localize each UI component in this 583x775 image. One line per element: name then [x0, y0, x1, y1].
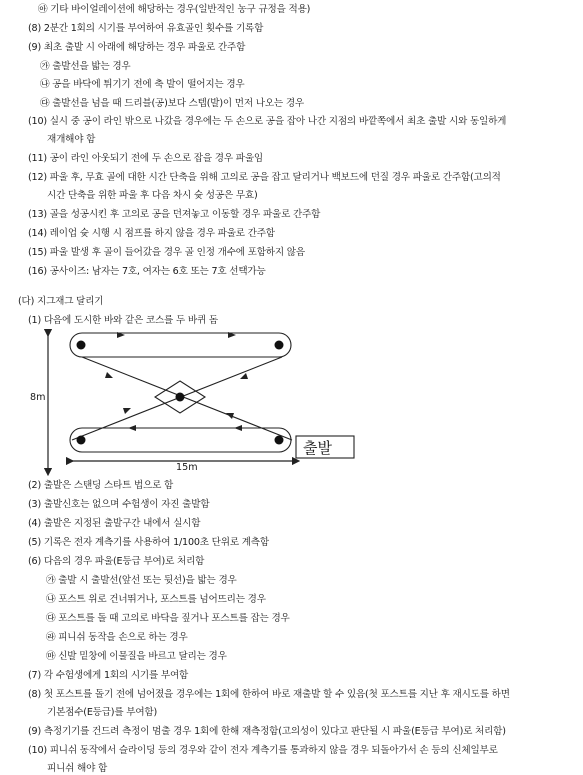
rule-line: (13) 골을 성공시킨 후 고의로 공을 던져놓고 이동할 경우 파울로 간주함	[28, 209, 321, 220]
rule-line: (16) 공사이즈: 남자는 7호, 여자는 6호 또는 7호 선택가능	[28, 266, 266, 277]
rule-line: (11) 공이 라인 아웃되기 전에 두 손으로 잡을 경우 파울임	[28, 153, 263, 164]
rule-line: 기본점수(E등급)를 부여함)	[47, 707, 158, 718]
rule-line: (2) 출발은 스탠딩 스타트 법으로 함	[28, 480, 174, 491]
rule-line: (9) 측정기기를 건드려 측정이 멈출 경우 1회에 한해 재측정함(고의성이 있다고 판단될 시 파울(E등급 부여)로 처리함)	[28, 726, 506, 737]
rule-line: ㉰ 포스트를 돌 때 고의로 바닥을 짚거나 포스트를 잡는 경우	[46, 613, 290, 624]
rule-line: (8) 첫 포스트를 돌기 전에 넘어졌을 경우에는 1회에 한하여 바로 재출발 할 수 있음(첫 포스트를 지난 후 재시도를 하면	[28, 689, 510, 700]
rule-line: (10) 실시 중 공이 라인 밖으로 나갔을 경우에는 두 손으로 공을 잡아 나간 지점의 바깥쪽에서 최초 출발 시와 동일하게	[28, 116, 507, 127]
rule-line: (3) 출발신호는 없으며 수험생이 자진 출발함	[28, 499, 210, 510]
rule-line: (7) 각 수험생에게 1회의 시기를 부여함	[28, 670, 189, 681]
rule-line: ㉰ 출발선을 넘을 때 드리블(공)보다 스텝(발)이 먼저 나오는 경우	[40, 98, 304, 109]
rule-line: ㉯ 공을 바닥에 튀기기 전에 축 발이 떨어지는 경우	[40, 79, 245, 90]
rule-line: (14) 레이업 슛 시행 시 점프를 하지 않을 경우 파울로 간주함	[28, 228, 275, 239]
rule-line: ㉯ 포스트 위로 건너뛰거나, 포스트를 넘어뜨리는 경우	[46, 594, 266, 605]
height-label: 8m	[30, 392, 46, 403]
rule-line: (5) 기록은 전자 계측기를 사용하여 1/100초 단위로 계측함	[28, 537, 269, 548]
rule-line: ㉱ 피니쉬 동작을 손으로 하는 경우	[46, 632, 188, 643]
rule-line: (9) 최초 출발 시 아래에 해당하는 경우 파울로 간주함	[28, 42, 246, 53]
rule-line: ㉮ 출발선을 밟는 경우	[40, 61, 131, 72]
post-center	[176, 393, 185, 402]
rule-line: 시간 단축을 위한 파울 후 다음 차시 슛 성공은 무효)	[47, 190, 258, 201]
rule-line: ㉵ 기타 바이얼레이션에 해당하는 경우(일반적인 농구 규정을 적용)	[38, 4, 311, 15]
rule-line: ㉮ 출발 시 출발선(앞선 또는 뒷선)을 밟는 경우	[46, 575, 237, 586]
course-description: (1) 다음에 도시한 바와 같은 코스를 두 바퀴 돔	[28, 315, 218, 326]
rule-line: 피니쉬 해야 함	[47, 763, 108, 774]
rule-line: (10) 피니쉬 동작에서 슬라이딩 등의 경우와 같이 전자 계측기를 통과하지 않을 경우 되돌아가서 손 등의 신체일부로	[28, 745, 498, 756]
rule-line: (8) 2분간 1회의 시기를 부여하여 유효골인 횟수를 기록함	[28, 23, 264, 34]
start-label: 출발	[303, 439, 332, 457]
post-bottom-left	[77, 436, 86, 445]
rule-line: (6) 다음의 경우 파울(E등급 부여)로 처리함	[28, 556, 205, 567]
rule-line: 재개해야 함	[47, 134, 96, 145]
direction-arrows	[105, 332, 248, 431]
rule-line: (12) 파울 후, 무효 골에 대한 시간 단축을 위해 고의로 공을 잡고 달리거나 백보드에 던질 경우 파울로 간주함(고의적	[28, 172, 501, 183]
post-top-left	[77, 341, 86, 350]
post-bottom-right	[275, 436, 284, 445]
rule-line: ㉲ 신발 밑창에 이물질을 바르고 달리는 경우	[46, 651, 227, 662]
width-label: 15m	[176, 462, 198, 473]
section-heading-zigzag: (다) 지그재그 달리기	[18, 296, 104, 307]
course-loop-bottom	[70, 428, 291, 452]
post-top-right	[275, 341, 284, 350]
course-loop-top	[70, 333, 291, 357]
rule-line: (15) 파울 발생 후 골이 들어갔을 경우 골 인정 개수에 포함하지 않음	[28, 247, 305, 258]
rule-line: (4) 출발은 지정된 출발구간 내에서 실시함	[28, 518, 201, 529]
